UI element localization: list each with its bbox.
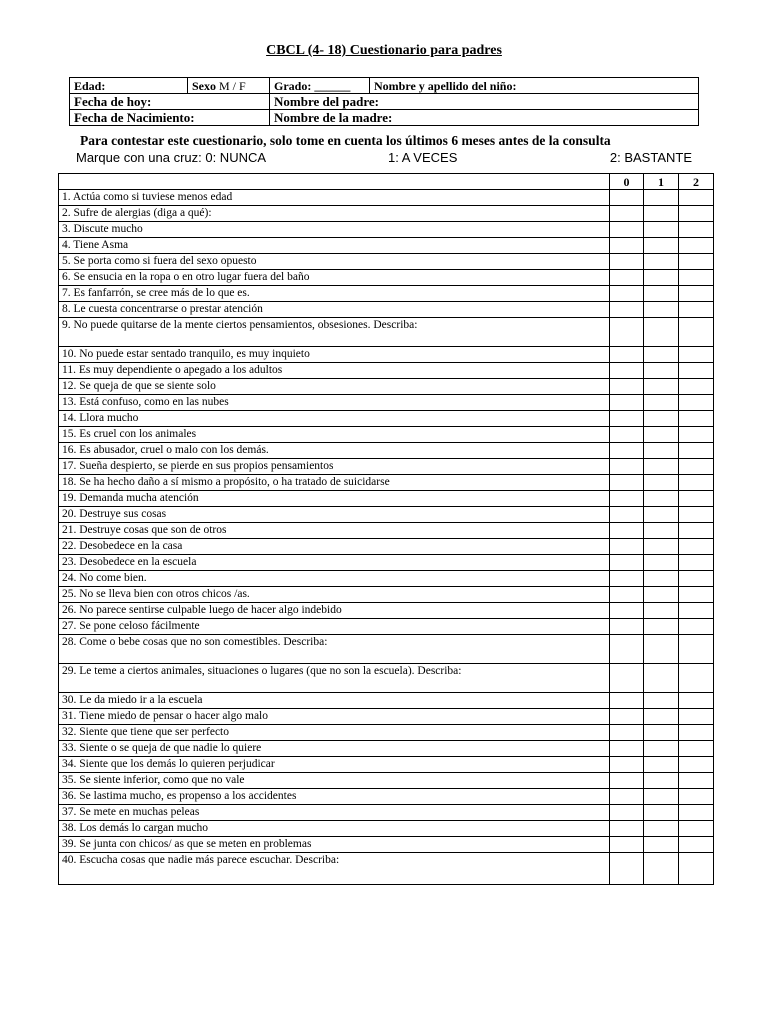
answer-box-2[interactable] — [679, 853, 714, 885]
answer-box-0[interactable] — [610, 395, 644, 411]
answer-box-1[interactable] — [644, 603, 679, 619]
scale-prefix: Marque con una cruz: 0: NUNCA — [76, 150, 267, 165]
answer-box-0[interactable] — [610, 555, 644, 571]
answer-box-1[interactable] — [644, 206, 679, 222]
question-row — [59, 302, 714, 318]
answer-box-2[interactable] — [679, 757, 714, 773]
question-text: 20. Destruye sus cosas — [59, 507, 610, 523]
question-text: 32. Siente que tiene que ser perfecto — [59, 725, 610, 741]
sexo-field[interactable]: Sexo M / F — [188, 78, 270, 94]
answer-box-2[interactable] — [679, 619, 714, 635]
question-row — [59, 190, 714, 206]
answer-box-1[interactable] — [644, 773, 679, 789]
scale-legend — [76, 150, 692, 166]
question-text: 22. Desobedece en la casa — [59, 539, 610, 555]
nombre-padre-field[interactable]: Nombre del padre: — [270, 94, 699, 110]
question-row — [59, 286, 714, 302]
answer-box-1[interactable] — [644, 427, 679, 443]
question-text: 19. Demanda mucha atención — [59, 491, 610, 507]
question-row — [59, 491, 714, 507]
nombre-nino-field[interactable]: Nombre y apellido del niño: — [370, 78, 699, 94]
answer-box-2[interactable] — [679, 587, 714, 603]
question-text: 34. Siente que los demás lo quieren perjudicar — [59, 757, 610, 773]
answer-box-0[interactable] — [610, 379, 644, 395]
question-row — [59, 587, 714, 603]
question-row — [59, 363, 714, 379]
question-text: 15. Es cruel con los animales — [59, 427, 610, 443]
question-row — [59, 347, 714, 363]
answer-box-0[interactable] — [610, 254, 644, 270]
answer-box-1[interactable] — [644, 789, 679, 805]
question-row — [59, 619, 714, 635]
answer-box-1[interactable] — [644, 222, 679, 238]
question-row — [59, 805, 714, 821]
answer-box-0[interactable] — [610, 443, 644, 459]
question-text: 10. No puede estar sentado tranquilo, es muy inquieto — [59, 347, 610, 363]
answer-box-2[interactable] — [679, 664, 714, 693]
answer-box-1[interactable] — [644, 411, 679, 427]
answer-box-2[interactable] — [679, 555, 714, 571]
answer-box-1[interactable] — [644, 741, 679, 757]
question-text: 3. Discute mucho — [59, 222, 610, 238]
answer-box-0[interactable] — [610, 693, 644, 709]
instruction-text: Para contestar este cuestionario, solo tome en cuenta los últimos 6 meses antes de la consulta — [80, 133, 611, 148]
answer-box-1[interactable] — [644, 318, 679, 347]
question-row — [59, 318, 714, 347]
question-text: 8. Le cuesta concentrarse o prestar atención — [59, 302, 610, 318]
answer-box-0[interactable] — [610, 318, 644, 347]
question-text: 30. Le da miedo ir a la escuela — [59, 693, 610, 709]
answer-box-2[interactable] — [679, 491, 714, 507]
question-row — [59, 837, 714, 853]
answer-box-2[interactable] — [679, 302, 714, 318]
answer-box-0[interactable] — [610, 635, 644, 664]
answer-box-2[interactable] — [679, 837, 714, 853]
answer-box-0[interactable] — [610, 475, 644, 491]
answer-box-2[interactable] — [679, 238, 714, 254]
answer-box-1[interactable] — [644, 539, 679, 555]
answer-box-0[interactable] — [610, 571, 644, 587]
answer-box-1[interactable] — [644, 190, 679, 206]
question-row — [59, 725, 714, 741]
question-text: 16. Es abusador, cruel o malo con los demás. — [59, 443, 610, 459]
answer-box-1[interactable] — [644, 523, 679, 539]
question-text: 35. Se siente inferior, como que no vale — [59, 773, 610, 789]
answer-box-0[interactable] — [610, 603, 644, 619]
answer-box-1[interactable] — [644, 270, 679, 286]
question-text: 5. Se porta como si fuera del sexo opuesto — [59, 254, 610, 270]
answer-box-0[interactable] — [610, 270, 644, 286]
answer-box-0[interactable] — [610, 664, 644, 693]
answer-box-2[interactable] — [679, 789, 714, 805]
answer-box-0[interactable] — [610, 539, 644, 555]
answer-box-0[interactable] — [610, 523, 644, 539]
header-row — [59, 174, 714, 190]
answer-box-2[interactable] — [679, 805, 714, 821]
answer-box-2[interactable] — [679, 539, 714, 555]
answer-box-2[interactable] — [679, 507, 714, 523]
answer-box-1[interactable] — [644, 491, 679, 507]
header-col-0: 0 — [610, 174, 644, 190]
header-col-1: 1 — [644, 174, 679, 190]
answer-box-2[interactable] — [679, 571, 714, 587]
answer-box-0[interactable] — [610, 411, 644, 427]
answer-box-2[interactable] — [679, 459, 714, 475]
answer-box-0[interactable] — [610, 821, 644, 837]
header-col-2: 2 — [679, 174, 714, 190]
question-text: 21. Destruye cosas que son de otros — [59, 523, 610, 539]
nombre-madre-field[interactable]: Nombre de la madre: — [270, 110, 699, 126]
answer-box-2[interactable] — [679, 741, 714, 757]
answer-box-0[interactable] — [610, 491, 644, 507]
question-text: 24. No come bien. — [59, 571, 610, 587]
question-text: 23. Desobedece en la escuela — [59, 555, 610, 571]
question-text: 27. Se pone celoso fácilmente — [59, 619, 610, 635]
answer-box-2[interactable] — [679, 523, 714, 539]
answer-box-1[interactable] — [644, 302, 679, 318]
question-row — [59, 254, 714, 270]
answer-box-2[interactable] — [679, 635, 714, 664]
answer-box-0[interactable] — [610, 363, 644, 379]
question-row — [59, 709, 714, 725]
question-text: 33. Siente o se queja de que nadie lo quiere — [59, 741, 610, 757]
question-text: 31. Tiene miedo de pensar o hacer algo malo — [59, 709, 610, 725]
question-row — [59, 664, 714, 693]
answer-box-0[interactable] — [610, 507, 644, 523]
question-text: 2. Sufre de alergias (diga a qué): — [59, 206, 610, 222]
question-row — [59, 539, 714, 555]
answer-box-1[interactable] — [644, 635, 679, 664]
question-row — [59, 555, 714, 571]
answer-box-1[interactable] — [644, 379, 679, 395]
question-row — [59, 853, 714, 885]
answer-box-2[interactable] — [679, 475, 714, 491]
question-row — [59, 693, 714, 709]
answer-box-2[interactable] — [679, 395, 714, 411]
answer-box-2[interactable] — [679, 693, 714, 709]
question-row — [59, 206, 714, 222]
answer-box-0[interactable] — [610, 222, 644, 238]
answer-box-2[interactable] — [679, 270, 714, 286]
question-text: 36. Se lastima mucho, es propenso a los accidentes — [59, 789, 610, 805]
grado-field[interactable]: Grado: ______ — [270, 78, 370, 94]
answer-box-0[interactable] — [610, 302, 644, 318]
question-row — [59, 635, 714, 664]
answer-box-2[interactable] — [679, 347, 714, 363]
question-text: 18. Se ha hecho daño a sí mismo a propósito, o ha tratado de suicidarse — [59, 475, 610, 491]
answer-box-1[interactable] — [644, 363, 679, 379]
answer-box-0[interactable] — [610, 427, 644, 443]
answer-box-1[interactable] — [644, 555, 679, 571]
answer-box-2[interactable] — [679, 254, 714, 270]
question-row — [59, 270, 714, 286]
question-text: 12. Se queja de que se siente solo — [59, 379, 610, 395]
answer-box-2[interactable] — [679, 379, 714, 395]
answer-box-1[interactable] — [644, 254, 679, 270]
question-text: 39. Se junta con chicos/ as que se meten en problemas — [59, 837, 610, 853]
answer-box-1[interactable] — [644, 853, 679, 885]
question-row — [59, 238, 714, 254]
answer-box-1[interactable] — [644, 619, 679, 635]
answer-box-2[interactable] — [679, 725, 714, 741]
question-row — [59, 571, 714, 587]
edad-field[interactable]: Edad: — [70, 78, 188, 94]
answer-box-0[interactable] — [610, 853, 644, 885]
question-row — [59, 507, 714, 523]
question-row — [59, 427, 714, 443]
answer-box-2[interactable] — [679, 427, 714, 443]
header-item-column — [59, 174, 610, 190]
question-row — [59, 789, 714, 805]
answer-box-1[interactable] — [644, 709, 679, 725]
answer-box-0[interactable] — [610, 789, 644, 805]
question-row — [59, 411, 714, 427]
page-title: CBCL (4- 18) Cuestionario para padres — [266, 43, 502, 58]
question-text: 1. Actúa como si tuviese menos edad — [59, 190, 610, 206]
question-text: 13. Está confuso, como en las nubes — [59, 395, 610, 411]
answer-box-2[interactable] — [679, 411, 714, 427]
question-row — [59, 523, 714, 539]
fecha-nacimiento-field[interactable]: Fecha de Nacimiento: — [70, 110, 270, 126]
answer-box-2[interactable] — [679, 821, 714, 837]
question-row — [59, 443, 714, 459]
answer-box-1[interactable] — [644, 664, 679, 693]
answer-box-2[interactable] — [679, 603, 714, 619]
answer-box-0[interactable] — [610, 805, 644, 821]
answer-box-2[interactable] — [679, 443, 714, 459]
answer-box-2[interactable] — [679, 190, 714, 206]
question-text: 38. Los demás lo cargan mucho — [59, 821, 610, 837]
scale-bastante: 2: BASTANTE — [609, 150, 692, 165]
question-row — [59, 395, 714, 411]
answer-box-0[interactable] — [610, 837, 644, 853]
answer-box-2[interactable] — [679, 318, 714, 347]
question-text: 6. Se ensucia en la ropa o en otro lugar fuera del baño — [59, 270, 610, 286]
answer-box-2[interactable] — [679, 286, 714, 302]
answer-box-1[interactable] — [644, 395, 679, 411]
question-text: 17. Sueña despierto, se pierde en sus propios pensamientos — [59, 459, 610, 475]
answer-box-1[interactable] — [644, 507, 679, 523]
answer-box-0[interactable] — [610, 238, 644, 254]
answer-box-1[interactable] — [644, 587, 679, 603]
question-row — [59, 757, 714, 773]
answer-box-2[interactable] — [679, 773, 714, 789]
answer-box-1[interactable] — [644, 837, 679, 853]
question-text: 25. No se lleva bien con otros chicos /as. — [59, 587, 610, 603]
answer-box-1[interactable] — [644, 725, 679, 741]
answer-box-1[interactable] — [644, 347, 679, 363]
answer-box-2[interactable] — [679, 709, 714, 725]
answer-box-2[interactable] — [679, 206, 714, 222]
question-row — [59, 475, 714, 491]
answer-box-1[interactable] — [644, 571, 679, 587]
question-text: 29. Le teme a ciertos animales, situaciones o lugares (que no son la escuela). Describa: — [59, 664, 610, 693]
answer-box-1[interactable] — [644, 459, 679, 475]
question-text: 28. Come o bebe cosas que no son comestibles. Describa: — [59, 635, 610, 664]
answer-box-1[interactable] — [644, 286, 679, 302]
answer-box-0[interactable] — [610, 709, 644, 725]
answer-box-0[interactable] — [610, 206, 644, 222]
answer-box-1[interactable] — [644, 443, 679, 459]
answer-box-1[interactable] — [644, 757, 679, 773]
answer-box-1[interactable] — [644, 475, 679, 491]
question-row — [59, 741, 714, 757]
answer-box-0[interactable] — [610, 741, 644, 757]
answer-box-1[interactable] — [644, 805, 679, 821]
question-row — [59, 773, 714, 789]
question-row — [59, 821, 714, 837]
patient-info-table — [69, 77, 699, 126]
question-text: 7. Es fanfarrón, se cree más de lo que es. — [59, 286, 610, 302]
answer-box-0[interactable] — [610, 619, 644, 635]
scale-a-veces: 1: A VECES — [388, 150, 458, 165]
question-text: 40. Escucha cosas que nadie más parece escuchar. Describa: — [59, 853, 610, 885]
answer-box-0[interactable] — [610, 757, 644, 773]
answer-box-0[interactable] — [610, 725, 644, 741]
question-text: 37. Se mete en muchas peleas — [59, 805, 610, 821]
question-row — [59, 222, 714, 238]
question-row — [59, 459, 714, 475]
answer-box-0[interactable] — [610, 587, 644, 603]
question-text: 9. No puede quitarse de la mente ciertos pensamientos, obsesiones. Describa: — [59, 318, 610, 347]
answer-box-0[interactable] — [610, 773, 644, 789]
answer-box-0[interactable] — [610, 190, 644, 206]
answer-box-2[interactable] — [679, 222, 714, 238]
question-text: 4. Tiene Asma — [59, 238, 610, 254]
answer-box-2[interactable] — [679, 363, 714, 379]
answer-box-0[interactable] — [610, 286, 644, 302]
question-row — [59, 379, 714, 395]
answer-box-0[interactable] — [610, 459, 644, 475]
question-text: 14. Llora mucho — [59, 411, 610, 427]
answer-box-0[interactable] — [610, 347, 644, 363]
answer-box-1[interactable] — [644, 693, 679, 709]
question-text: 26. No parece sentirse culpable luego de hacer algo indebido — [59, 603, 610, 619]
question-row — [59, 603, 714, 619]
question-text: 11. Es muy dependiente o apegado a los adultos — [59, 363, 610, 379]
answer-box-1[interactable] — [644, 821, 679, 837]
fecha-hoy-field[interactable]: Fecha de hoy: — [70, 94, 270, 110]
answer-box-1[interactable] — [644, 238, 679, 254]
questionnaire-table — [58, 173, 714, 885]
